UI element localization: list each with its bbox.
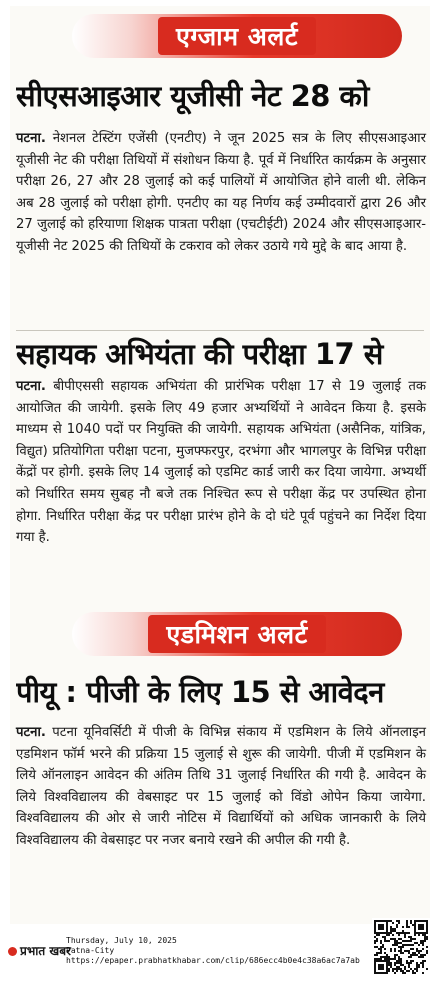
dateline: पटना.	[16, 131, 46, 146]
article-pu-pg	[16, 722, 426, 852]
clip-edition: Patna-City	[66, 946, 115, 955]
qr-code-icon[interactable]	[372, 918, 430, 976]
headline-pu-pg: पीयू : पीजी के लिए 15 से आवेदन	[16, 675, 384, 709]
article-text: पटना यूनिवर्सिटी में पीजी के विभिन्न संकाय में एडमिशन के लिये ऑनलाइन एडमिशन फॉर्म भरने की प्रक्रिया 15 जुलाई से शुरू की जायेगी. पीजी में एडमिशन के लिये ऑनलाइन आवेदन की अंतिम तिथि 31 जुलाई निर्धारित की गयी है. आवेदन के लिये विश्वविद्यालय की वेबसाइट पर 15 जुलाई को विंडो ओपेन किया जायेगा. विश्वविद्यालय की ओर से जारी नोटिस में विद्यार्थियों को अधिक जानकारी के लिये विश्वविद्यालय की वेबसाइट पर नजर बनाये रखने की अपील की गयी है.	[16, 725, 426, 848]
headline-assistant-engineer: सहायक अभियंता की परीक्षा 17 से	[16, 337, 383, 371]
epaper-footer	[0, 928, 440, 982]
headline-csir-net: सीएसआइआर यूजीसी नेट 28 को	[16, 79, 369, 113]
article-csir-net	[16, 128, 426, 258]
clip-meta	[66, 936, 360, 966]
publisher-name: प्रभात खबर	[20, 944, 71, 958]
newspaper-clipping	[10, 6, 430, 924]
divider	[16, 330, 424, 331]
article-text: बीपीएससी सहायक अभियंता की प्रारंभिक परीक्षा 17 से 19 जुलाई तक आयोजित की जायेगी. इसके लिए 49 हजार अभ्यर्थियों ने आवेदन किया है. इसके माध्यम से 1040 पदों पर नियुक्ति की जायेगी. सहायक अभियंता (असैनिक, यांत्रिक, विद्युत) प्रतियोगिता परीक्षा पटना, मुजफ्फरपुर, दरभंगा और भागलपुर के विभिन्न परीक्षा केंद्रों पर होगी. इसके लिए 14 जुलाई को एडमिट कार्ड जारी कर दिया जायेगा. अभ्यर्थी को निर्धारित समय सुबह नौ बजे तक निश्चित रूप से परीक्षा केंद्र पर उपस्थित होना होगा. निर्धारित परीक्षा केंद्र पर परीक्षा प्रारंभ होने के दो घंटे पूर्व पहुंचने का निर्देश दिया गया है.	[16, 379, 426, 546]
publisher-logo	[8, 942, 71, 959]
admission-alert-banner	[72, 612, 402, 656]
banner-label: एडमिशन अलर्ट	[148, 615, 325, 653]
exam-alert-banner	[72, 14, 402, 58]
banner-label: एग्जाम अलर्ट	[158, 17, 316, 55]
dateline: पटना.	[16, 379, 46, 394]
article-text: नेशनल टेस्टिंग एजेंसी (एनटीए) ने जून 2025 सत्र के लिए सीएसआइआर यूजीसी नेट की परीक्षा तिथियों में संशोधन किया है. पूर्व में निर्धारित कार्यक्रम के अनुसार परीक्षा 26, 27 और 28 जुलाई को कई पालियों में आयोजित होने वाली थी. लेकिन अब 28 जुलाई को परीक्षा होगी. एनटीए का यह निर्णय कई उम्मीदवारों द्वारा 26 और 27 जुलाई को हरियाणा शिक्षक पात्रता परीक्षा (एचटीईटी) 2024 और सीएसआइआर-यूजीसी नेट 2025 की तिथियों के टकराव को लेकर उठाये गये मुद्दे के बाद आया है.	[16, 131, 426, 254]
logo-mark-icon	[8, 947, 17, 956]
clip-url[interactable]: https://epaper.prabhatkhabar.com/clip/686ecc4b0e4c38a6ac7a7ab	[66, 956, 360, 965]
article-assistant-engineer	[16, 376, 426, 549]
clip-date: Thursday, July 10, 2025	[66, 936, 177, 945]
dateline: पटना.	[16, 725, 46, 740]
